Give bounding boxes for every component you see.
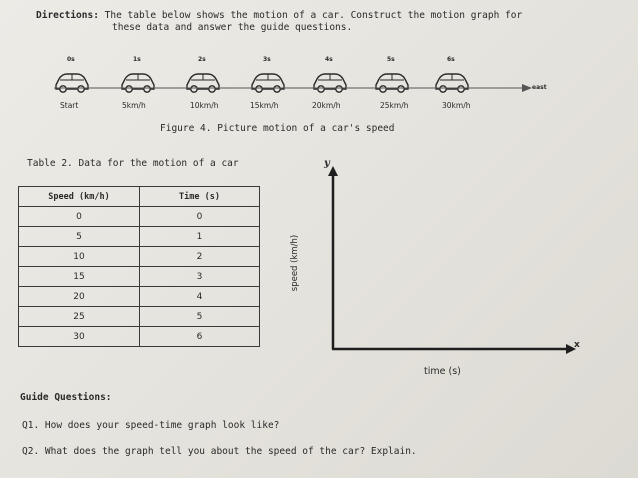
x-axis-letter: x bbox=[574, 340, 580, 350]
question-1: Q1. How does your speed-time graph look like? bbox=[22, 420, 280, 431]
time-cell: 2 bbox=[140, 247, 260, 267]
speed-label: 30km/h bbox=[442, 101, 471, 110]
east-label: east bbox=[532, 84, 547, 91]
speed-label: 20km/h bbox=[312, 101, 341, 110]
time-label: 6s bbox=[447, 56, 455, 63]
table-row bbox=[19, 247, 260, 267]
east-arrow-head bbox=[522, 84, 532, 92]
speed-cell: 30 bbox=[19, 327, 140, 347]
table-row bbox=[19, 207, 260, 227]
time-label: 1s bbox=[133, 56, 141, 63]
table-row bbox=[19, 327, 260, 347]
table-row bbox=[19, 307, 260, 327]
speed-label: 15km/h bbox=[250, 101, 279, 110]
time-label: 5s bbox=[387, 56, 395, 63]
guide-questions-title: Guide Questions: bbox=[20, 392, 112, 403]
time-label: 2s bbox=[198, 56, 206, 63]
table-row bbox=[19, 267, 260, 287]
y-axis-letter: y bbox=[324, 158, 330, 169]
directions-line1: The table below shows the motion of a car. Construct the motion graph for bbox=[98, 10, 523, 21]
speed-cell: 25 bbox=[19, 307, 140, 327]
directions-text bbox=[36, 10, 596, 34]
table-row bbox=[19, 227, 260, 247]
motion-data-table bbox=[18, 186, 260, 347]
time-cell: 5 bbox=[140, 307, 260, 327]
time-cell: 4 bbox=[140, 287, 260, 307]
table-header-row bbox=[19, 187, 260, 207]
time-cell: 0 bbox=[140, 207, 260, 227]
speed-cell: 15 bbox=[19, 267, 140, 287]
speed-label: 10km/h bbox=[190, 101, 219, 110]
figure-arrow bbox=[54, 66, 534, 102]
speed-cell: 5 bbox=[19, 227, 140, 247]
time-label: 3s bbox=[263, 56, 271, 63]
x-axis-label: time (s) bbox=[424, 366, 461, 377]
speed-cell: 20 bbox=[19, 287, 140, 307]
speed-label: 25km/h bbox=[380, 101, 409, 110]
time-label: 0s bbox=[67, 56, 75, 63]
empty-graph-axes bbox=[320, 166, 582, 356]
time-cell: 3 bbox=[140, 267, 260, 287]
y-axis-label: speed (km/h) bbox=[290, 234, 300, 292]
speed-header: Speed (km/h) bbox=[19, 187, 140, 207]
time-header: Time (s) bbox=[140, 187, 260, 207]
speed-label: 5km/h bbox=[122, 101, 146, 110]
time-label: 4s bbox=[325, 56, 333, 63]
time-cell: 6 bbox=[140, 327, 260, 347]
speed-cell: 10 bbox=[19, 247, 140, 267]
figure-caption: Figure 4. Picture motion of a car's speed bbox=[160, 123, 395, 134]
table-row bbox=[19, 287, 260, 307]
speed-cell: 0 bbox=[19, 207, 140, 227]
table-title: Table 2. Data for the motion of a car bbox=[27, 158, 239, 169]
speed-label: Start bbox=[60, 101, 79, 110]
directions-line2: these data and answer the guide questions. bbox=[112, 22, 353, 33]
time-cell: 1 bbox=[140, 227, 260, 247]
question-2: Q2. What does the graph tell you about the speed of the car? Explain. bbox=[22, 446, 417, 457]
directions-label: Directions: bbox=[36, 10, 99, 21]
